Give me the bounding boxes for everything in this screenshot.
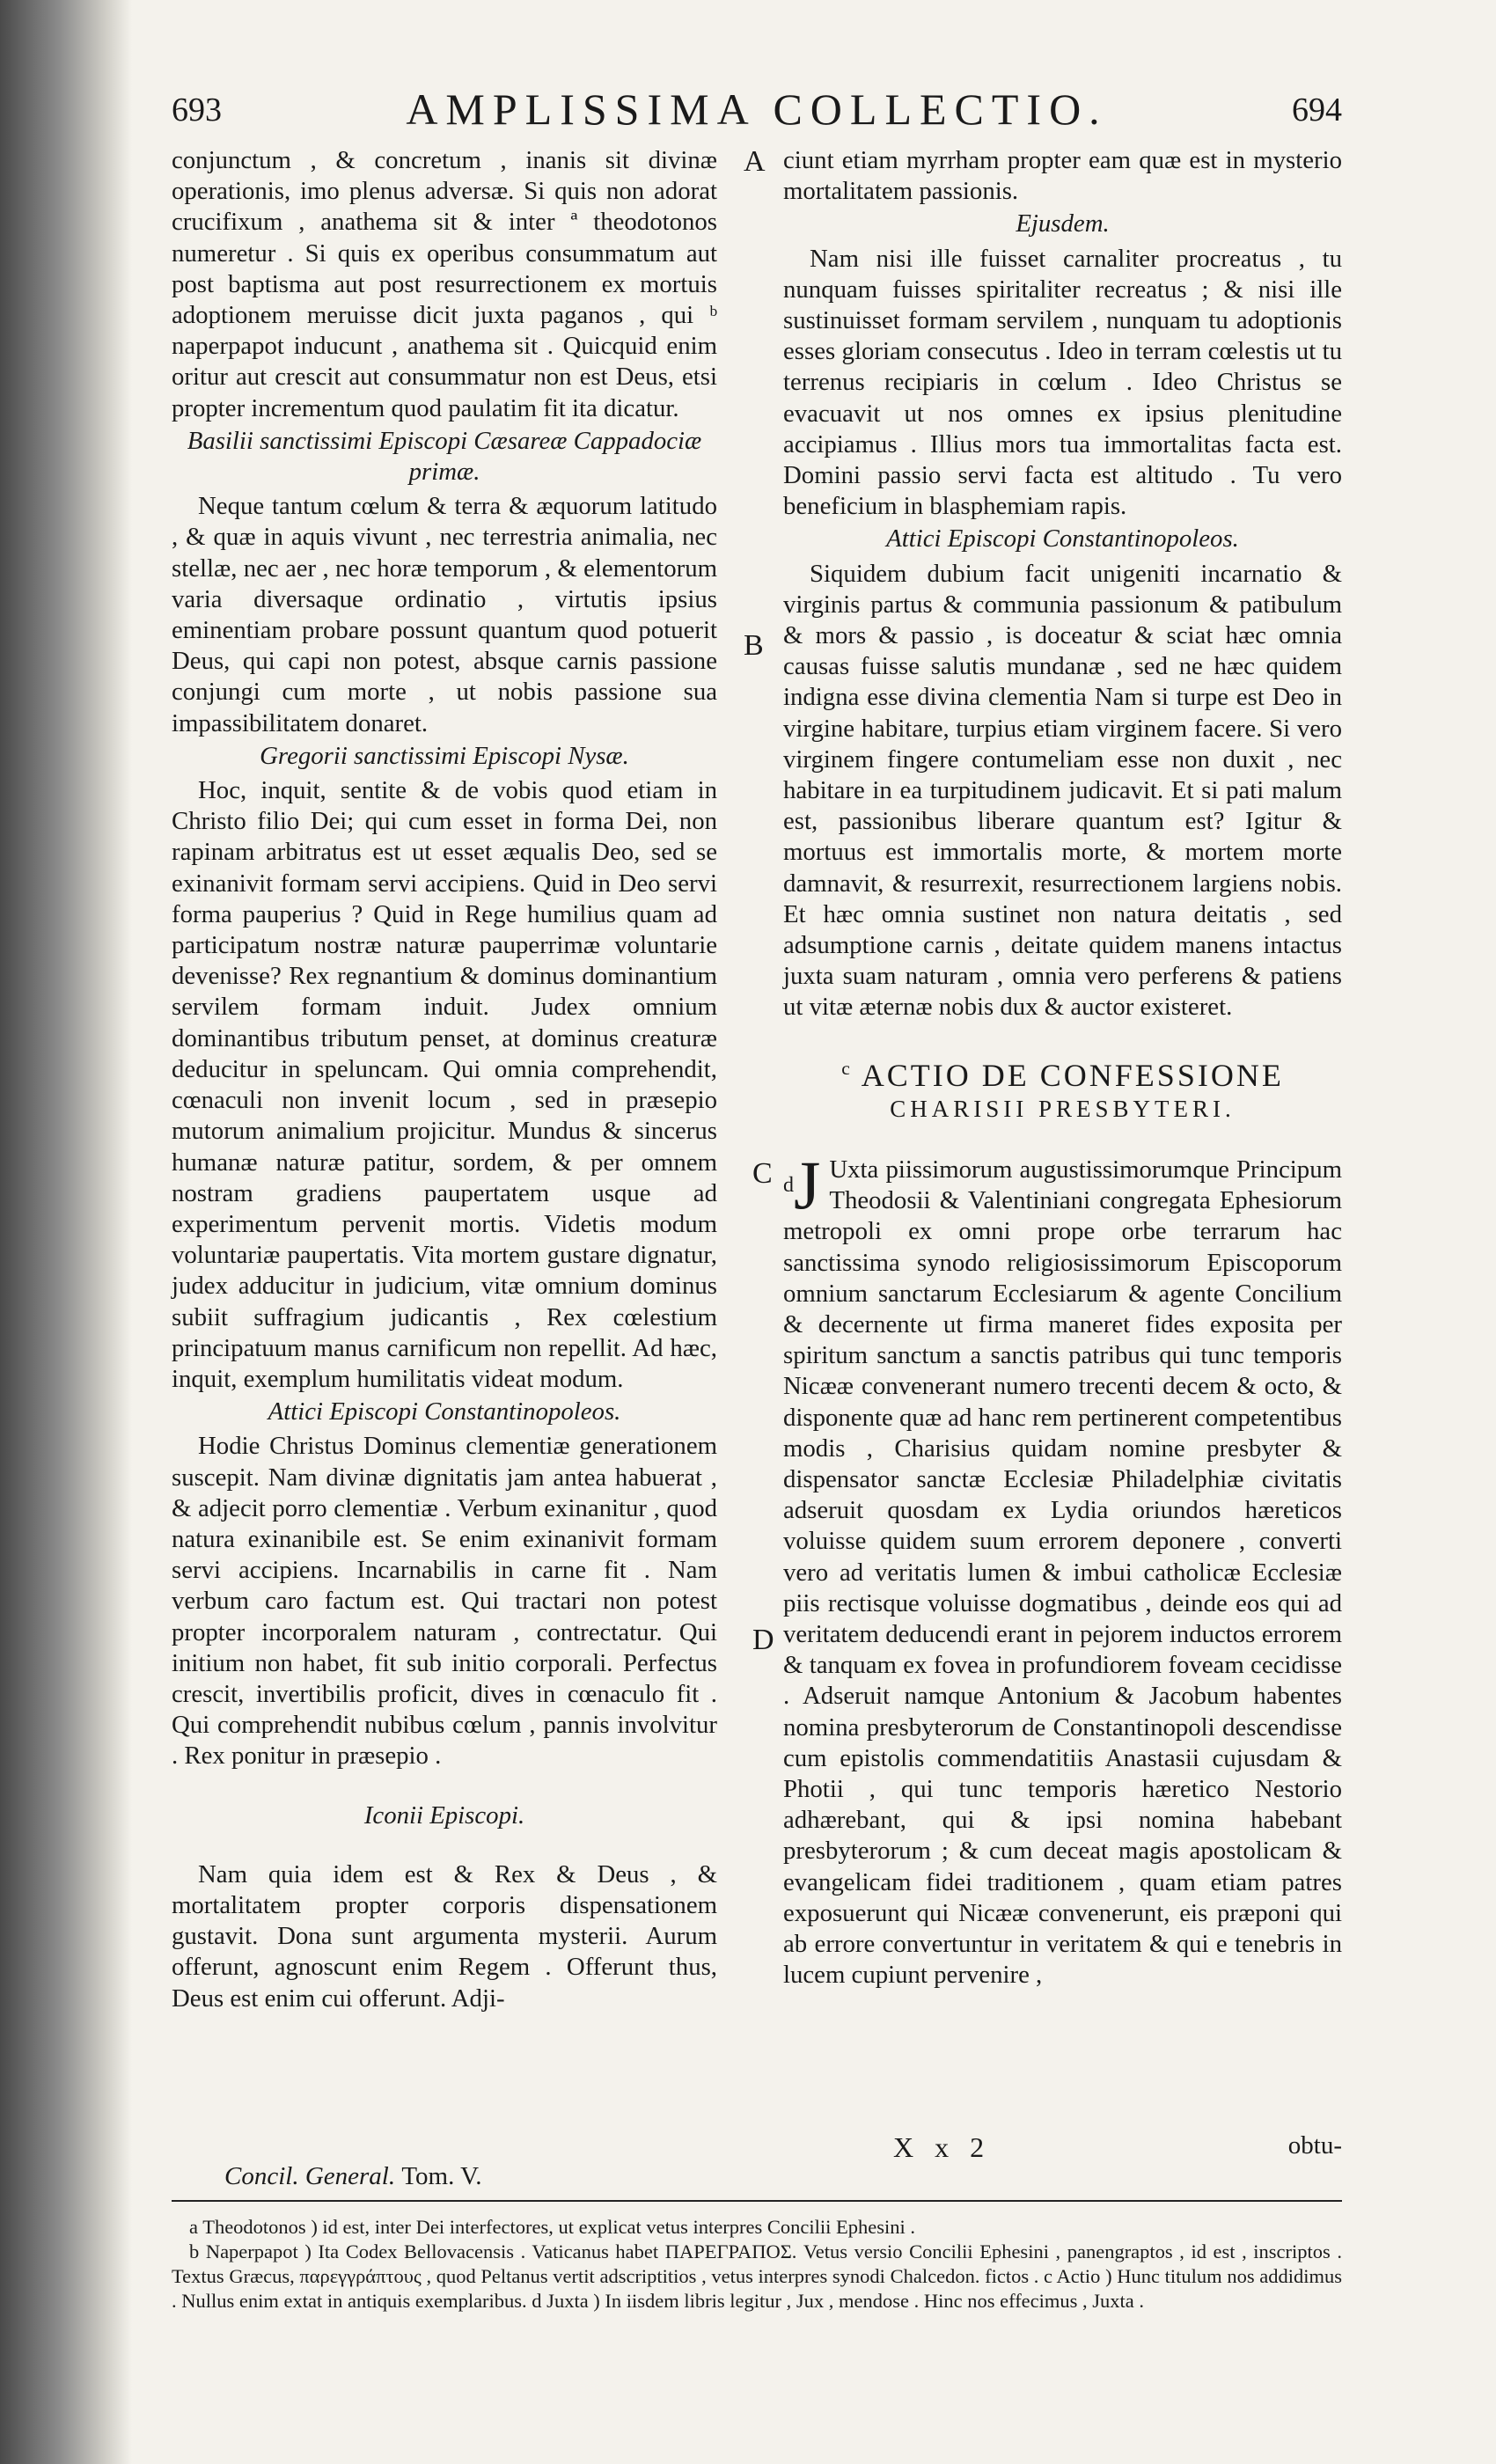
page-number-left: 693	[172, 92, 222, 128]
left-paragraph-4: Hodie Christus Dominus clementiæ generationem suscepit. Nam divinæ dignitatis jam antea habuerat , & adjecit porro clementiæ . Verbum exinanitur , quod natura exinanibile est. Se enim exinanivit formam servi accipiens. Incarnabilis in carne fit . Nam verbum caro factum est. Qui tractari non potest propter incorporalem naturam , contrectatur. Qui initium non habet, fit sub initio corporali. Perfectus crescit, invertibilis proficit, dives in cœnaculo fit . Qui comprehendit nubibus cœlum , pannis involvitur . Rex ponitur in præsepio .	[172, 1432, 717, 1771]
right-heading-ejusdem: Ejusdem.	[1016, 209, 1110, 238]
left-column	[172, 145, 717, 2014]
left-heading-gregorii: Gregorii sanctissimi Episcopi Nysæ.	[260, 741, 629, 770]
book-page	[172, 84, 1342, 2442]
footnote-a: a Theodotonos ) id est, inter Dei interfectores, ut explicat vetus interpres Concilii Ephesini .	[189, 2216, 915, 2238]
left-paragraph-3: Hoc, inquit, sentite & de vobis quod etiam in Christo filio Dei; qui cum esset in forma Dei, non rapinam arbitratus est ut esset æqualis Deo, sed se exinanivit formam servi accipiens. Quid in Deo servi forma pauperius ? Quid in Rege humilius quam ad participatum nostræ naturæ pauperrimæ voluntarie devenisse? Rex regnantium & dominus dominantium servilem formam induit. Judex omnium dominantibus tributum penset, at dominus creaturæ deducitur in speluncam. Qui omnia comprehendit, cœnaculi non invenit locum , sed in præsepio mutorum animalium projicitur. Mundus & sincerus humanæ naturæ patitur, sordem, & per omnem nostram gradiens paupertatem usque ad experimentum pervenit mortis. Videtis modum voluntariæ paupertatis. Vita mortem gustare dignatur, judex adducitur in judicium, vitæ omnium dominus subiit suffragium judicantis , Rex cœlestium principatuum manus carnificum non repellit. Ad hæc, inquit, exemplum humilitatis videat modum.	[172, 776, 717, 1393]
right-column	[783, 145, 1342, 1991]
book-spine-shadow	[0, 0, 132, 2464]
volume-signature-roman: Tom. V.	[401, 2162, 482, 2190]
right-paragraph-2: Nam nisi ille fuisset carnaliter procreatus , tu nunquam fuisses spiritaliter recreatus ; & nisi ille sustinuisset formam servilem , nunquam tu adoptionis esses gloriam consecutus . Ideo in terram cœlestis ut tu terrenus recipiaris in cœlum . Ideo Christus se evacuavit ut nos omnes ex ipsius plenitudine accipiamus . Illius mors tua immortalitas facta est. Domini passio servi facta est altitudo . Tu vero beneficium in blasphemiam rapis.	[783, 244, 1342, 521]
dropcap-note-marker: d	[783, 1173, 794, 1197]
section-subtitle: CHARISII PRESBYTERI.	[890, 1095, 1236, 1122]
running-title: AMPLISSIMA COLLECTIO.	[406, 84, 1108, 134]
left-heading-basilii: Basilii sanctissimi Episcopi Cæsareæ Cappadociæ primæ.	[187, 426, 702, 487]
volume-signature-italic: Concil. General.	[224, 2162, 396, 2190]
footnote-rule	[172, 2200, 1342, 2202]
footnotes	[172, 2215, 1342, 2314]
volume-signature	[224, 2162, 482, 2191]
dropcap-letter: J	[794, 1146, 821, 1223]
right-heading-attici: Attici Episcopi Constantinopoleos.	[886, 524, 1239, 554]
left-heading-iconii: Iconii Episcopi.	[363, 1800, 525, 1830]
left-paragraph-5: Nam quia idem est & Rex & Deus , & mortalitatem propter corporis dispensationem gustavit. Dona sunt argumenta mysterii. Aurum offerunt, agnoscunt enim Regem . Offerunt thus, Deus est enim cui offerunt. Adji-	[172, 1859, 717, 2013]
right-paragraph-1: ciunt etiam myrrham propter eam quæ est in mysterio mortalitatem passionis.	[783, 146, 1342, 206]
footnote-b-c-d: b Naperpapot ) Ita Codex Bellovacensis . Vaticanus habet ΠΑΡΕΓΡΑΠΟΣ. Vetus versio Concilii Ephesini , panengraptos , id est , inscriptos . Textus Græcus, παρεγγράπτους , quod Peltanus vertit adscriptitios , vetus interpres synodi Chalcedon. fictos . c Actio ) Hunc titulum nos addidimus . Nullus enim extat in antiquis exemplaribus. d Juxta ) In iisdem libris legitur , Jux , mendose . Hinc nos effecimus , Juxta .	[172, 2240, 1342, 2312]
right-paragraph-4-text: Uxta piissimorum augustissimorumque Principum Theodosii & Valentiniani congregata Ephesiorum metropoli ex omni prope orbe terrarum hac sanctissima synodo religiosissimorum Episcoporum omnium sanctarum Ecclesiarum & agente Concilium & decernente ut firma maneret fides exposita per spiritum sanctum a sanctis patribus qui tunc temporis Nicææ convenerant numero trecenti decem & octo, & disponente quæ ad hanc rem pertinerent competentibus modis , Charisius quidam nomine presbyter & dispensator sanctæ Ecclesiæ Philadelphiæ civitatis adseruit quosdam ex Lydia oriundos hæreticos voluisse quidem suum errorem deponere , converti vero ad veritatis lumen & imbui catholicæ Ecclesiæ piis rectisque voluisse dogmatibus , deinde eos qui ad veritatem deducendi erant in pejorem inductos errorem & tanquam ex fovea in profundiorem foveam cecidisse . Adseruit namque Antonium & Jacobum habentes nomina presbyterorum de Constantinopoli descendisse cum epistolis commendatitiis Anastasii cujusdam & Photii , qui tunc temporis hæretico Nestorio adhærebant, qui & ipsi nomina habebant presbyterorum ; & cum deceat magis apostolicam & evangelicam fidei traditionem , quam etiam patres exposuerunt qui Nicææ convenerunt, eis præponi qui ab errore convertuntur in veritatem & qui e tenebris in lucem cupiunt pervenire ,	[783, 1155, 1342, 1990]
page-number-right: 694	[1292, 92, 1342, 128]
text-columns	[172, 145, 1342, 2178]
drop-capital	[783, 1146, 821, 1223]
left-paragraph-1: conjunctum , & concretum , inanis sit divinæ operationis, imo plenus adversæ. Si quis non adorat crucifixum , anathema sit & inter ª theodotonos numeretur . Si quis ex operibus consummatum aut post baptisma aut post resurrectionem ex mortuis adoptionem meruisse dicit juxta paganos , qui ᵇ naperpapot inducunt , anathema sit . Quicquid enim oritur aut crescit aut consummatur non est Deus, etsi propter incrementum quod paulatim fit ita dicatur.	[172, 146, 717, 422]
margin-letter-d: D	[752, 1624, 774, 1656]
left-paragraph-2: Neque tantum cœlum & terra & æquorum latitudo , & quæ in aquis vivunt , nec terrestria animalia, nec stellæ, nec aer , nec horæ temporum , & elementorum varia diversaque ordinatio , virtutis ipsius eminentiam probare possunt quantum quod potuerit Deus, qui capi non potest, absque carnis passione conjungi cum morte , ut nobis passione sua impassibilitatem donaret.	[172, 492, 717, 737]
printer-signature: X x 2	[893, 2131, 992, 2163]
section-title	[783, 1050, 1342, 1094]
catchword: obtu-	[1287, 2131, 1342, 2160]
margin-letter-a: A	[744, 145, 766, 178]
margin-letter-b: B	[744, 629, 764, 662]
left-heading-attici: Attici Episcopi Constantinopoleos.	[268, 1397, 621, 1426]
section-title-text: ACTIO DE CONFESSIONE	[861, 1057, 1284, 1093]
running-header	[172, 84, 1342, 145]
right-paragraph-3: Siquidem dubium facit unigeniti incarnatio & virginis partus & communia passionum & patibulum & mors & passio , is doceatur & sciat hæc omnia causas fuisse salutis mundanæ , sed ne hæc quidem indigna esse divina clementia Nam si turpe est Deo in virgine habitare, turpius etiam virginem facere. Si vero virginem fingere contumeliam esse non duxit , nec habitare in ea turpitudinem judicavit. Et si pati malum est, passionibus liberare quantum est? Igitur & mortuus est immortalis morte, & mortem morte damnavit, & resurrexit, resurrectionem largiens nobis. Et hæc omnia sustinet non natura deitatis , sed adsumptione carnis , deitate quidem manens intactus juxta suam naturam , omnia vero perferens & patiens ut vitæ æternæ nobis dux & auctor existeret.	[783, 559, 1342, 1022]
section-note-marker: c	[841, 1057, 853, 1079]
margin-letter-c: C	[752, 1157, 773, 1190]
right-paragraph-4	[783, 1146, 1342, 1991]
